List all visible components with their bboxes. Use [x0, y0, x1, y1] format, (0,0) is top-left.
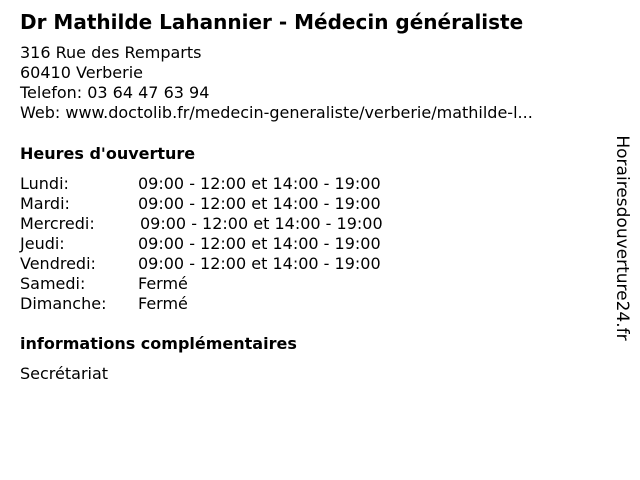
time-value: 09:00 - 12:00 et 14:00 - 19:00	[138, 194, 381, 213]
hours-row-saturday	[20, 274, 440, 294]
day-label: Dimanche:	[20, 294, 107, 313]
page-title: Dr Mathilde Lahannier - Médecin généraliste	[20, 10, 524, 34]
time-value: 09:00 - 12:00 et 14:00 - 19:00	[138, 174, 381, 193]
time-value: 09:00 - 12:00 et 14:00 - 19:00	[138, 234, 381, 253]
opening-hours-heading: Heures d'ouverture	[20, 144, 196, 163]
hours-row-wednesday	[20, 214, 440, 234]
address-city: 60410 Verberie	[20, 63, 143, 82]
address-block	[20, 43, 533, 123]
time-value: 09:00 - 12:00 et 14:00 - 19:00	[140, 214, 383, 233]
address-street: 316 Rue des Remparts	[20, 43, 202, 62]
day-label: Vendredi:	[20, 254, 96, 273]
hours-row-sunday	[20, 294, 440, 314]
day-label: Lundi:	[20, 174, 69, 193]
hours-row-friday	[20, 254, 440, 274]
time-value: Fermé	[138, 274, 188, 293]
time-value: Fermé	[138, 294, 188, 313]
site-watermark: Horairesdouverture24.fr	[612, 135, 632, 341]
hours-row-monday	[20, 174, 440, 194]
additional-info-text: Secrétariat	[20, 364, 109, 383]
website-link[interactable]: Web: www.doctolib.fr/medecin-generaliste/verberie/mathilde-l...	[20, 103, 533, 122]
day-label: Mardi:	[20, 194, 70, 213]
phone-number: Telefon: 03 64 47 63 94	[20, 83, 210, 102]
day-label: Jeudi:	[20, 234, 65, 253]
hours-row-tuesday	[20, 194, 440, 214]
day-label: Mercredi:	[20, 214, 95, 233]
additional-info-heading: informations complémentaires	[20, 334, 297, 353]
time-value: 09:00 - 12:00 et 14:00 - 19:00	[138, 254, 381, 273]
opening-hours-table	[20, 174, 440, 314]
hours-row-thursday	[20, 234, 440, 254]
day-label: Samedi:	[20, 274, 86, 293]
